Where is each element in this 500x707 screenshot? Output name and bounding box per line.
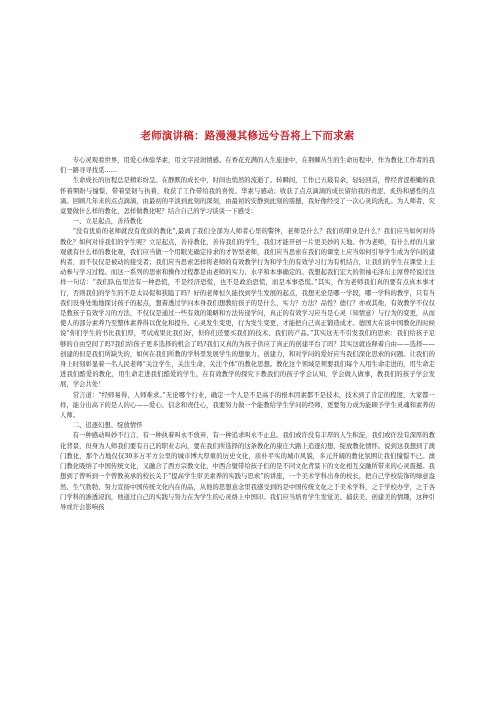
paragraph-section-2: 有一种感动叫妙不行言，有一种执着叫永不放弃，有一种追求叫永不止息。我们或许没有丰厚的人生积淀，我们或许没有深厚的教化背景，但身为人师我们要有自己的职业志向，要在我们所选择的这条教化的康庄大路上追逐幻想，绽放教化情怀。说到这我想到了澳门教化，那个占地仅仅30多万平方公里的城市博大厚重的历史文化，质朴平实的城市风貌，多元开阔的教化氛围让我们憧憬不已。澳门教化吸纳了中国传统文化，又融合了西方宗教文化，中西合璧带给孩子们的是不同文化背景下的文化相互交融所带来的心灵震撼。我想到了曾听到一个曾教英承的校长关于“提高学生审美素养的实践与思索”的讲座，一个美术学科出身的校长，把自己学校装饰的绿意盎然、生气勃勃，努力宣扬中国传统文化内在的品，从他的思想意念里我感受到的是中国传统文化之于美术学科，之于学校办学，之于各门学科的渗透浸润，他通过自己的实践与努力在为学生的心灵烙上中国印。我们应当培育学生发觉美、捕获美、创建美的情趣，这种引导或许会影响孩 — [60, 432, 435, 511]
paragraph-teacher: 常言道：“经师易得，人师难求。”无论哪个行业，确定一个人是不是高手的根本因素都不是技术，技术到了肯定的程度，大家都一样，能分出高下的是人的心——爱心、信念和责任心，我要努力做一个能教给学生学问的经师，更要努力成为能顾予学生灵魂和素养的人师。 — [60, 391, 435, 420]
paragraph-growth: 生命成长的历程总是精彩纷呈。在静默的成长中，时间也悄然的流逝了。转瞬间，工作已五载有余，轻轻回首，曾经青涩稚嫩的我怀着期盼与憧憬，带着坚韧与执着，收获了工作带给我的喜悦、华素与感动；收获了点点滴滴的成长留给我的责涩、炙热和感性的点滴。回顾几年来的点点滴滴，由最初的平淡到此刻的深刻，由最初的安静到此刻的震撼，我好像经受了一次心灵的洗礼。为人师者，究竟要做什么样的教化，怎样做教化呢？结合自己的学习谈谈一下感受： — [60, 177, 435, 216]
document-title: 老师演讲稿：路漫漫其修远兮吾将上下而求索 — [140, 130, 355, 142]
document-body — [60, 156, 435, 513]
section-heading-1: 一、立足起点，善待教化 — [72, 218, 143, 226]
paragraph-intro: 专心灵观看世界，用爱心体验华素，用文字浸润情感。在香花充满的人生旅途中，在荆棘丛生的生命历程中，作为教化工作者的我们一路寻寻找觅…… — [60, 157, 435, 175]
paragraph-section-1: “没有优质的老师就没有优质的教化”,最离了我们全部为人师者心里的警钟，老师是什么？我们的职业是什么？我们应当如何对待教化？如何对待我们的学生呢？立足起点，善待教化，善待我们的学生，我们才能开创一片更美妙的天地。作为老师，有什么样的儿童观就有什么样的教化观，我们应当做一个用眼光确定待求的才智型老师，我们应当思索在我们的课堂上应当如何引导学生成为学问的建构者，而不仅仅是被动的接受者；我们应当思索怎样将老师的有效教学行为和学生的有效学习行为有机结合，让我们的学生在课堂上主动参与学习过程。而这一系列的思索和操作过程都是由老师的实力、水平和本事确定的。我想起我们宏大的领袖毛泽东主席曾经说过这样一句话：“我们队伍里边有一种恐慌，不是经济恐慌，也不是政治恐慌，而是本事恐慌。”其实，作为老师我们真的要有点真本事才行，否则我们的学生的不是太局促和狭隘了吗？好的老师恒久能找到学生发展的起点，我想无论是哪一学段，哪一学科的教学，只有当我们设身处地地探讨孩子的起点，想着透过学问本身我们想教给孩子的是什么，实力？方法？品性？德行？亦或其他，有效教学不仅仅是教孩子有效学习的方法，不仅仅是通过一些有效的策略和方法传递学问，真正的有效学习应当是心灵（知情意）与行为的变更，从而使人的部分素养乃至整体素养得以优化和提升。心灵发生变更，行为发生变更，才能把自己真正锻造成才。德国大在谈中国教化的时候说“你们学生的书比我们厚，考试成果比我们好，但你们还要买我们的技术、我们的产品。”其实这无不引发我们的思索：我们给孩子足够的自由空间了吗?我们给孩子更多选择的机会了吗?我们又真的为孩子供应了真正的创建平台了吗？其实这就诠释着自由——选择——创建的但是我们所缺失的，如何在我们所教的学科里发展学生的想象力、创建力，和对学问的爱好应当我们深化思索的问题。让我们的身上时刻彰显着一名人民老师“关注学生，关注生命，关注个体”的教化思想。教化这个领域是须要我们每个人用生命走进的，用生命走进我们酷爱的教化，用生命走进我们酷爱的学生，在有效教学的探究下教我们的孩子学会认知，学会做人做事，教我们的孩子学会发展，学会共处！ — [60, 228, 435, 389]
section-heading-2: 二、追逐幻想、绽放情怀 — [72, 422, 143, 430]
